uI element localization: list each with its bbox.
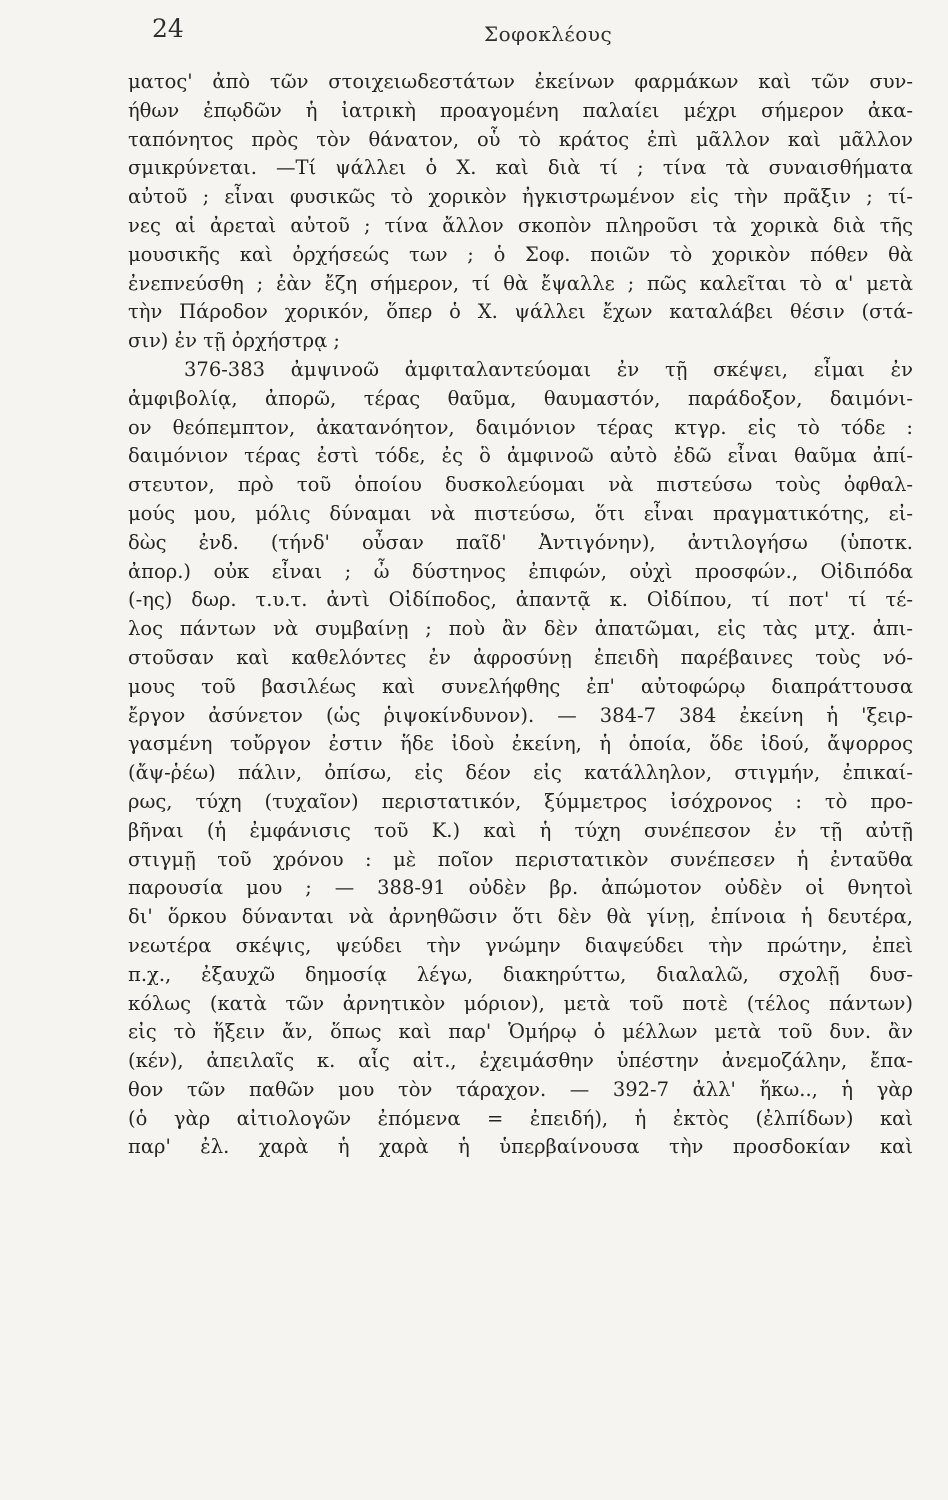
- text-line: λος πάντων νὰ συμβαίνῃ ; ποὺ ἂν δὲν ἀπατῶμαι, εἰς τὰς μτχ. ἀπι-: [128, 617, 913, 641]
- text-line: μούς μου, μόλις δύναμαι νὰ πιστεύσω, ὅτι εἶναι πραγματικότης, εἰ-: [128, 501, 913, 525]
- text-line: ταπόνητος πρὸς τὸν θάνατον, οὗ τὸ κράτος ἐπὶ μᾶλλον καὶ μᾶλλον: [128, 127, 913, 151]
- text-line: (κέν), ἀπειλαῖς κ. αἷς αἰτ., ἐχειμάσθην ὑπέστην ἀνεμοζάλην, ἔπα-: [128, 1049, 913, 1073]
- text-line: π.χ., ἐξαυχῶ δημοσίᾳ λέγω, διακηρύττω, διαλαλῶ, σχολῇ δυσ-: [128, 962, 913, 986]
- text-line: αὐτοῦ ; εἶναι φυσικῶς τὸ χορικὸν ἠγκιστρωμένον εἰς τὴν πρᾶξιν ; τί-: [128, 185, 913, 209]
- text-line: τὴν Πάροδον χορικόν, ὅπερ ὁ Χ. ψάλλει ἔχων καταλάβει θέσιν (στά-: [128, 300, 913, 324]
- text-line: στοῦσαν καὶ καθελόντες ἐν ἀφροσύνῃ ἐπειδὴ παρέβαινες τοὺς νό-: [128, 645, 913, 669]
- text-line: (ἄψ-ῥέω) πάλιν, ὀπίσω, εἰς δέον εἰς κατάλληλον, στιγμήν, ἐπικαί-: [128, 761, 913, 785]
- text-line: σμικρύνεται. —Τί ψάλλει ὁ Χ. καὶ διὰ τί ; τίνα τὰ συναισθήματα: [128, 156, 913, 180]
- text-line: βῆναι (ἡ ἐμφάνισις τοῦ Κ.) καὶ ἡ τύχη συνέπεσον ἐν τῇ αὐτῇ: [128, 818, 913, 842]
- text-line: εἰς τὸ ἥξειν ἄν, ὅπως καὶ παρ' Ὁμήρῳ ὁ μέλλων μετὰ τοῦ δυν. ἂν: [128, 1020, 913, 1044]
- text-line: μουσικῆς καὶ ὀρχήσεώς των ; ὁ Σοφ. ποιῶν τὸ χορικὸν πόθεν θὰ: [128, 242, 913, 266]
- text-line: γασμένη τοὔργον ἐστιν ἥδε ἰδοὺ ἐκείνη, ἡ ὁποία, ὅδε ἰδού, ἄψορρος: [128, 732, 913, 756]
- text-line: μους τοῦ βασιλέως καὶ συνελήφθης ἐπ' αὐτοφώρῳ διαπράττουσα: [128, 674, 913, 698]
- page-header: [0, 14, 948, 54]
- commentary-text: [128, 68, 913, 1162]
- text-line: νεωτέρα σκέψις, ψεύδει τὴν γνώμην διαψεύδει τὴν πρώτην, ἐπεὶ: [128, 933, 913, 957]
- text-line: δὼς ἐνδ. (τήνδ' οὖσαν παῖδ' Ἀντιγόνην), ἀντιλογήσω (ὑποτκ.: [128, 530, 913, 554]
- text-line: δι' ὅρκου δύνανται νὰ ἀρνηθῶσιν ὅτι δὲν θὰ γίνῃ, ἐπίνοια ἡ δευτέρα,: [128, 905, 913, 929]
- text-line: ἀμφιβολίᾳ, ἀπορῶ, τέρας θαῦμα, θαυμαστόν, παράδοξον, δαιμόνι-: [128, 386, 913, 410]
- text-line: (-ης) δωρ. τ.υ.τ. ἀντὶ Οἰδίποδος, ἀπαντᾷ κ. Οἰδίπου, τί ποτ' τί τέ-: [128, 588, 913, 612]
- text-line: 376-383 ἀμψινοῶ ἀμφιταλαντεύομαι ἐν τῇ σκέψει, εἶμαι ἐν: [184, 357, 913, 381]
- text-line: (ὁ γὰρ αἰτιολογῶν ἐπόμενα = ἐπειδή), ἡ ἐκτὸς (ἐλπίδων) καὶ: [128, 1106, 913, 1130]
- text-line: ἐνεπνεύσθη ; ἐὰν ἔζη σήμερον, τί θὰ ἔψαλλε ; πῶς καλεῖται τὸ α' μετὰ: [128, 271, 913, 295]
- text-line: νες αἱ ἀρεταὶ αὐτοῦ ; τίνα ἄλλον σκοπὸν πληροῦσι τὰ χορικὰ διὰ τῆς: [128, 213, 913, 237]
- text-line: στευτον, πρὸ τοῦ ὁποίου δυσκολεύομαι νὰ πιστεύσω τοὺς ὀφθαλ-: [128, 473, 913, 497]
- text-line: στιγμῇ τοῦ χρόνου : μὲ ποῖον περιστατικὸν συνέπεσεν ἡ ἐνταῦθα: [128, 847, 913, 871]
- text-line: παρ' ἐλ. χαρὰ ἡ χαρὰ ἡ ὑπερβαίνουσα τὴν προσδοκίαν καὶ: [128, 1135, 913, 1159]
- text-line: θον τῶν παθῶν μου τὸν τάραχον. — 392-7 ἀλλ' ἥκω.., ἡ γὰρ: [128, 1077, 913, 1101]
- text-line: σιν) ἐν τῇ ὀρχήστρᾳ ;: [128, 329, 341, 353]
- text-line: ἔργον ἀσύνετον (ὡς ῥιψοκίνδυνον). — 384-7 384 ἐκείνη ἡ 'ξειρ-: [128, 703, 913, 727]
- running-title: Σοφοκλέους: [484, 22, 613, 46]
- text-line: κόλως (κατὰ τῶν ἀρνητικὸν μόριον), μετὰ τοῦ ποτὲ (τέλος πάντων): [128, 991, 913, 1015]
- text-line: ἀπορ.) οὐκ εἶναι ; ὦ δύστηνος ἐπιφών, οὐχὶ προσφών., Οἰδιπόδα: [128, 559, 913, 583]
- text-line: δαιμόνιον τέρας ἐστὶ τόδε, ἐς ὃ ἀμφινοῶ αὐτὸ ἐδῶ εἶναι θαῦμα ἀπί-: [128, 444, 913, 468]
- page-number: 24: [152, 14, 184, 43]
- text-line: ματος' ἀπὸ τῶν στοιχειωδεστάτων ἐκείνων φαρμάκων καὶ τῶν συν-: [128, 70, 913, 93]
- text-line: παρουσία μου ; — 388-91 οὐδὲν βρ. ἀπώμοτον οὐδὲν οἱ θνητοὶ: [128, 876, 913, 900]
- text-line: ρως, τύχη (τυχαῖον) περιστατικόν, ξύμμετρος ἰσόχρονος : τὸ προ-: [128, 789, 913, 813]
- text-line: ήθων ἐπῳδῶν ἡ ἰατρικὴ προαγομένη παλαίει μέχρι σήμερον ἀκα-: [128, 98, 913, 122]
- text-line: ον θεόπεμπτον, ἀκατανόητον, δαιμόνιον τέρας κτγρ. εἰς τὸ τόδε :: [128, 415, 913, 439]
